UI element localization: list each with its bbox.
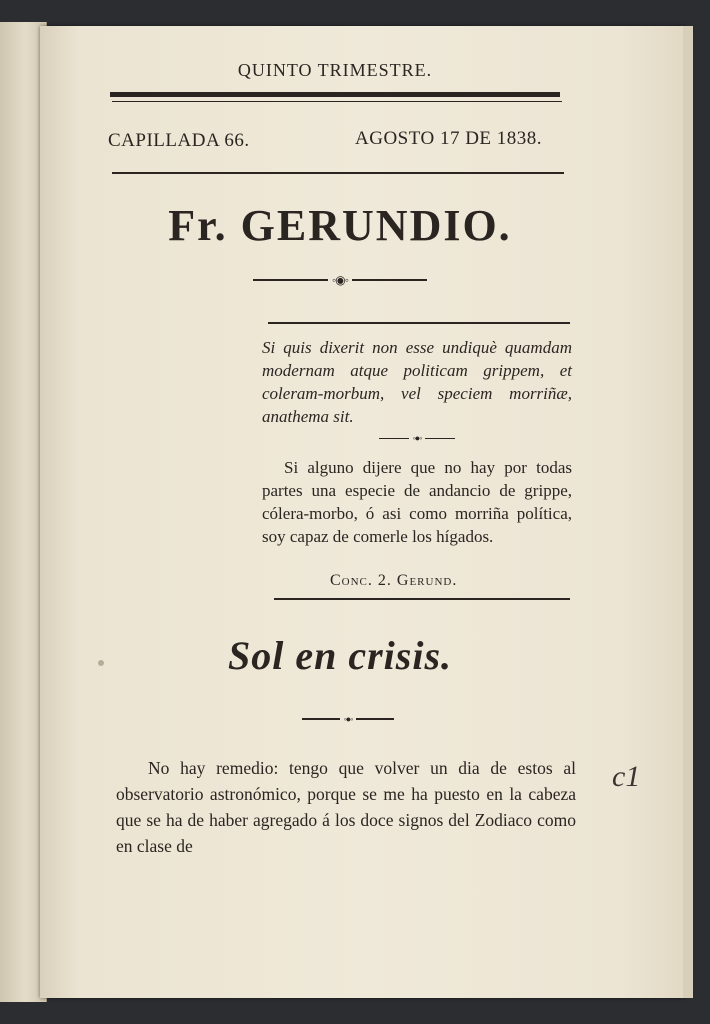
- issue-number: CAPILLADA 66.: [108, 130, 250, 151]
- epigraph-latin: Si quis dixerit non esse undiquè quamdam modernam atque politicam grippem, et coleram-morbum, vel speciem morriñæ, anathema sit.: [262, 338, 572, 426]
- article-body: No hay remedio: tengo que volver un dia de estos al observatorio astronómico, porque se me ha puesto en la cabeza que se ha de haber agregado á los doce signos del Zodiaco como en clase de: [116, 758, 576, 856]
- issue-date: AGOSTO 17 DE 1838.: [355, 128, 543, 149]
- page-edge-right: [683, 26, 693, 998]
- epigraph-rule-top: [268, 322, 570, 324]
- masthead-fleuron: ◦◉◦: [240, 272, 440, 288]
- margin-annotation: c1: [612, 760, 641, 793]
- article-fleuron: ◦●◦: [292, 713, 404, 725]
- article-title: Sol en crisis.: [227, 633, 453, 678]
- header-rule-thin: [112, 101, 562, 102]
- header-rule-thick: [110, 92, 560, 97]
- epigraph-spanish: Si alguno dijere que no hay por todas partes una especie de andancio de grippe, cólera-morbo, ó asi como morriña política, soy capaz de comerle los hígados.: [262, 458, 572, 546]
- masthead-title: Fr. GERUNDIO.: [168, 201, 512, 250]
- date-rule: [112, 172, 564, 174]
- epigraph-fleuron: ◦●◦: [372, 432, 462, 444]
- epigraph-rule-bottom: [274, 598, 570, 600]
- trimestre-heading: QUINTO TRIMESTRE.: [237, 60, 433, 80]
- epigraph-attribution: Conc. 2. Gerund.: [330, 572, 458, 589]
